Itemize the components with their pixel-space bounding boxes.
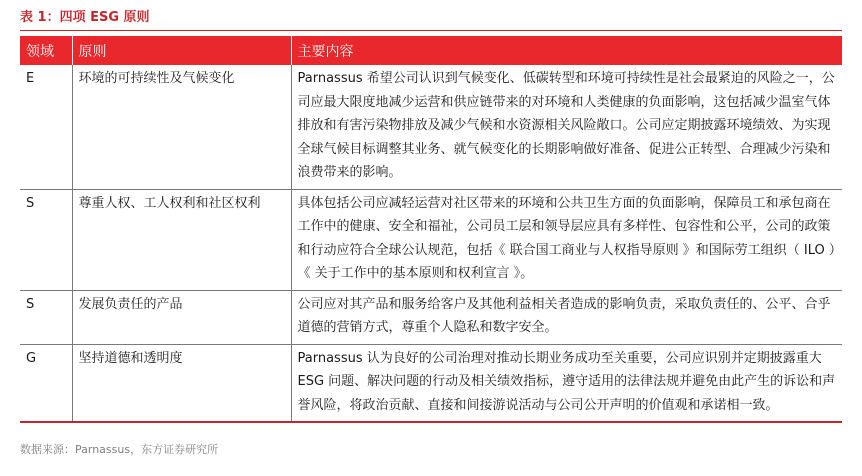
row-domain: S xyxy=(20,290,72,344)
row-content: 具体包括公司应减轻运营对社区带来的环境和公共卫生方面的负面影响，保障员工和承包商在工作中的健康、安全和福祉，公司员工层和领导层应具有多样性、包容性和公平，公司的政策和行动应符合全球公认规范，包括《 联合国工商业与人权指导原则 》和国际劳工组织（ ILO ）《 关于工作中的基本原则和权利宣言 》。 xyxy=(291,189,842,290)
row-principle: 坚持道德和透明度 xyxy=(72,344,291,422)
row-principle: 环境的可持续性及气候变化 xyxy=(72,65,291,189)
row-domain: G xyxy=(20,344,72,422)
row-principle: 尊重人权、工人权利和社区权利 xyxy=(72,189,291,290)
esg-principles-table xyxy=(20,36,842,423)
table-row xyxy=(20,344,842,422)
header-domain: 领域 xyxy=(20,36,72,65)
row-domain: S xyxy=(20,189,72,290)
data-source-note: 数据来源：Parnassus，东方证券研究所 xyxy=(20,443,219,456)
table-row xyxy=(20,65,842,189)
table-caption: 表 1：四项 ESG 原则 xyxy=(20,8,842,31)
row-content: Parnassus 希望公司认识到气候变化、低碳转型和环境可持续性是社会最紧迫的风险之一，公司应最大限度地减少运营和供应链带来的对环境和人类健康的负面影响，这包括减少温室气体排放和有害污染物排放及减少气候和水资源相关风险敞口。公司应定期披露环境绩效、为实现全球气候目标调整其业务、就气候变化的长期影响做好准备、促进公正转型、合理减少污染和浪费带来的影响。 xyxy=(291,65,842,189)
row-content: Parnassus 认为良好的公司治理对推动长期业务成功至关重要，公司应识别并定期披露重大 ESG 问题、解决问题的行动及相关绩效指标，遵守适用的法律法规并避免由此产生的诉讼和声誉风险，将政治贡献、直接和间接游说活动与公司公开声明的价值观和承诺相一致。 xyxy=(291,344,842,422)
header-content: 主要内容 xyxy=(291,36,842,65)
row-principle: 发展负责任的产品 xyxy=(72,290,291,344)
row-content: 公司应对其产品和服务给客户及其他利益相关者造成的影响负责，采取负责任的、公平、合乎道德的营销方式，尊重个人隐私和数字安全。 xyxy=(291,290,842,344)
header-principle: 原则 xyxy=(72,36,291,65)
table-header-row xyxy=(20,36,842,65)
table-row xyxy=(20,189,842,290)
row-domain: E xyxy=(20,65,72,189)
table-row xyxy=(20,290,842,344)
